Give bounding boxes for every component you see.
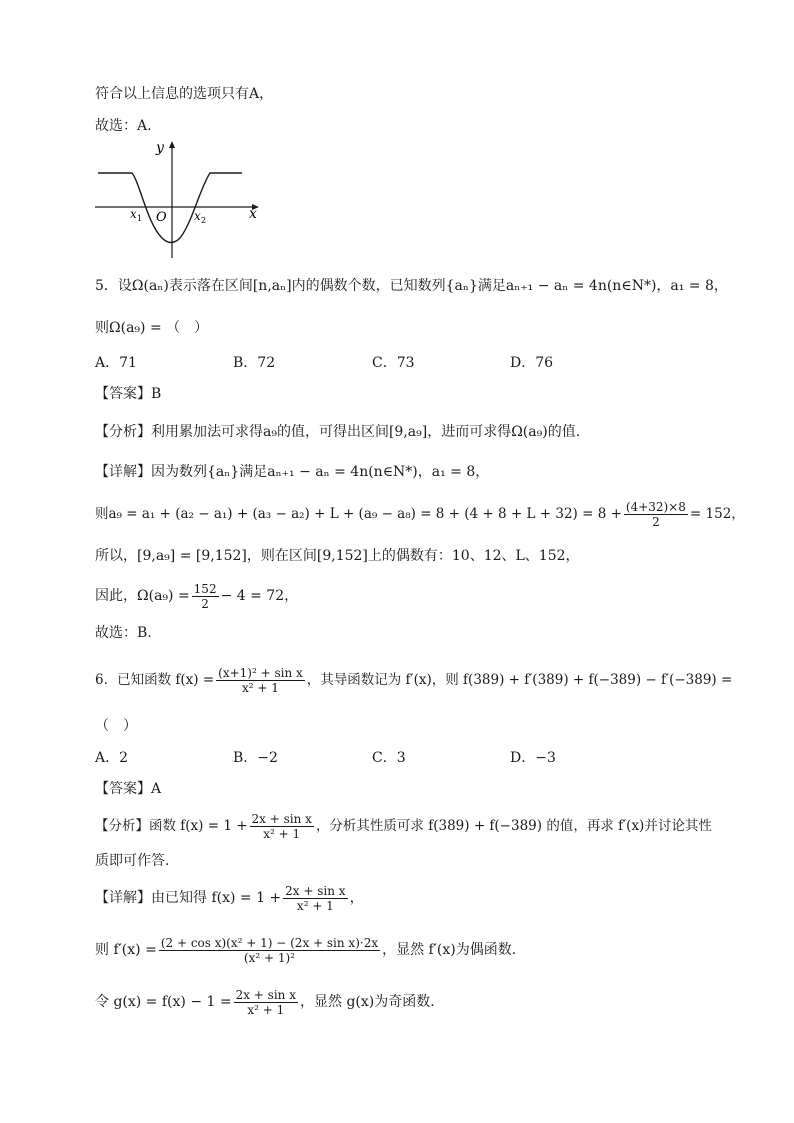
intro-line-1: 符合以上信息的选项只有A，: [95, 86, 274, 102]
fraction-den: 2: [652, 515, 660, 529]
fraction-num: (2 + cos x)(x² + 1) − (2x + sin x)·2x: [160, 935, 379, 950]
q5-option-c: C．73: [372, 355, 415, 371]
q5-stem-line-1: 5．设Ω(aₙ)表示落在区间[n,aₙ]内的偶数个数，已知数列{aₙ}满足aₙ₊₁ − aₙ = 4n(n∈N*)，a₁ = 8，: [95, 278, 728, 294]
fraction: [624, 500, 688, 529]
analysis-tag: 【分析】: [95, 818, 149, 834]
q6-answer: [95, 779, 161, 799]
detail-2a: 则a₉ = a₁ + (a₂ − a₁) + (a₃ − a₂) + L + (a₉ − a₈) = 8 + (4 + 8 + L + 32) = 8 +: [95, 506, 622, 522]
q6-stem-b: ，其导函数记为 f′(x)，则 f(389) + f′(389) + f(−389) − f′(−389) =: [306, 672, 733, 688]
detail-2b: = 152，: [689, 506, 745, 522]
detail-tag: 【详解】: [95, 890, 151, 906]
q6-option-d: D．−3: [510, 750, 556, 766]
q6-option-a: A．2: [95, 750, 129, 766]
analysis-b: ，分析其性质可求 f(389) + f(−389) 的值，再求 f′(x)并讨论其性: [315, 818, 712, 834]
fraction: [234, 988, 298, 1017]
detail-2a: 则 f′(x) =: [95, 942, 157, 958]
q5-option-d: D．76: [510, 355, 554, 371]
q6-option-c: C．3: [372, 750, 406, 766]
q6-detail-2: [95, 928, 516, 972]
q5-detail-4: [95, 578, 298, 614]
fraction-den: x² + 1: [263, 827, 301, 841]
fraction: [283, 884, 347, 913]
function-graph: [92, 138, 262, 263]
q5-option-a: A．71: [95, 355, 137, 371]
fraction: [159, 936, 380, 965]
q6-option-b: B．−2: [233, 750, 278, 766]
q5-option-b: B．72: [233, 355, 276, 371]
q6-detail-3: [95, 984, 435, 1020]
q5-analysis: [95, 422, 580, 442]
fraction-num: 2x + sin x: [285, 883, 346, 898]
q6-analysis-line-2: 质即可作答.: [95, 853, 170, 869]
detail-2b: ，显然 f′(x)为偶函数.: [382, 942, 517, 958]
q6-analysis-line-1: [95, 808, 712, 844]
detail-3b: ，显然 g(x)为奇函数.: [300, 994, 435, 1010]
analysis-a: 函数 f(x) = 1 +: [149, 818, 248, 834]
q5-detail-5: 故选：B.: [95, 625, 152, 641]
q6-stem-line-2: （ ）: [95, 718, 137, 734]
q6-stem-line-1: [95, 662, 732, 698]
fraction: [250, 812, 314, 841]
fraction-num: (x+1)² + sin x: [218, 666, 303, 680]
y-label: y: [156, 140, 164, 156]
q5-detail-3: 所以，[9,a₉] = [9,152]，则在区间[9,152]上的偶数有：10、12、L、152，: [95, 548, 580, 564]
fraction-num: 152: [193, 581, 217, 596]
fraction-num: 2x + sin x: [235, 987, 296, 1002]
fraction-den: x² + 1: [296, 898, 334, 913]
q5-answer: [95, 384, 161, 404]
detail-text: 因为数列{aₙ}满足aₙ₊₁ − aₙ = 4n(n∈N*)，a₁ = 8，: [151, 464, 490, 480]
x2-label: x: [194, 209, 201, 223]
detail-3a: 令 g(x) = f(x) − 1 =: [95, 994, 232, 1010]
fraction-den: x² + 1: [242, 681, 279, 695]
curve: [98, 173, 242, 243]
fraction-num: 2x + sin x: [251, 812, 312, 826]
fraction-den: x² + 1: [247, 1002, 285, 1017]
q6-stem-a: 6．已知函数 f(x) =: [95, 672, 215, 688]
answer-value: A: [151, 781, 162, 797]
answer-tag: 【答案】: [95, 386, 151, 402]
detail-1b: ，: [349, 890, 364, 906]
answer-value: B: [151, 386, 162, 402]
detail-1a: 由已知得 f(x) = 1 +: [151, 890, 282, 906]
detail-tag: 【详解】: [95, 464, 151, 480]
x2-sub: 2: [201, 216, 207, 225]
fraction-num: (4+32)×8: [625, 500, 686, 514]
x1-sub: 1: [137, 214, 143, 223]
y-axis-arrow: [169, 141, 175, 148]
fraction: [216, 666, 305, 695]
q5-detail-1: [95, 462, 489, 482]
q5-stem-line-2: 则Ω(a₉) = （ ）: [95, 320, 209, 336]
answer-tag: 【答案】: [95, 781, 151, 797]
x1-label: x: [130, 207, 137, 221]
q5-detail-2: [95, 496, 745, 532]
fraction: [192, 582, 219, 611]
intro-line-2: 故选：A.: [95, 118, 152, 134]
detail-4b: − 4 = 72，: [220, 588, 299, 604]
origin-label: O: [156, 210, 167, 225]
fraction-den: (x² + 1)²: [243, 950, 295, 965]
q6-detail-1: [95, 880, 364, 916]
x-label: x: [249, 206, 257, 222]
analysis-text: 利用累加法可求得a₉的值，可得出区间[9,a₉]，进而可求得Ω(a₉)的值.: [151, 424, 581, 440]
fraction-den: 2: [201, 596, 209, 611]
analysis-tag: 【分析】: [95, 424, 151, 440]
detail-4a: 因此，Ω(a₉) =: [95, 588, 190, 604]
